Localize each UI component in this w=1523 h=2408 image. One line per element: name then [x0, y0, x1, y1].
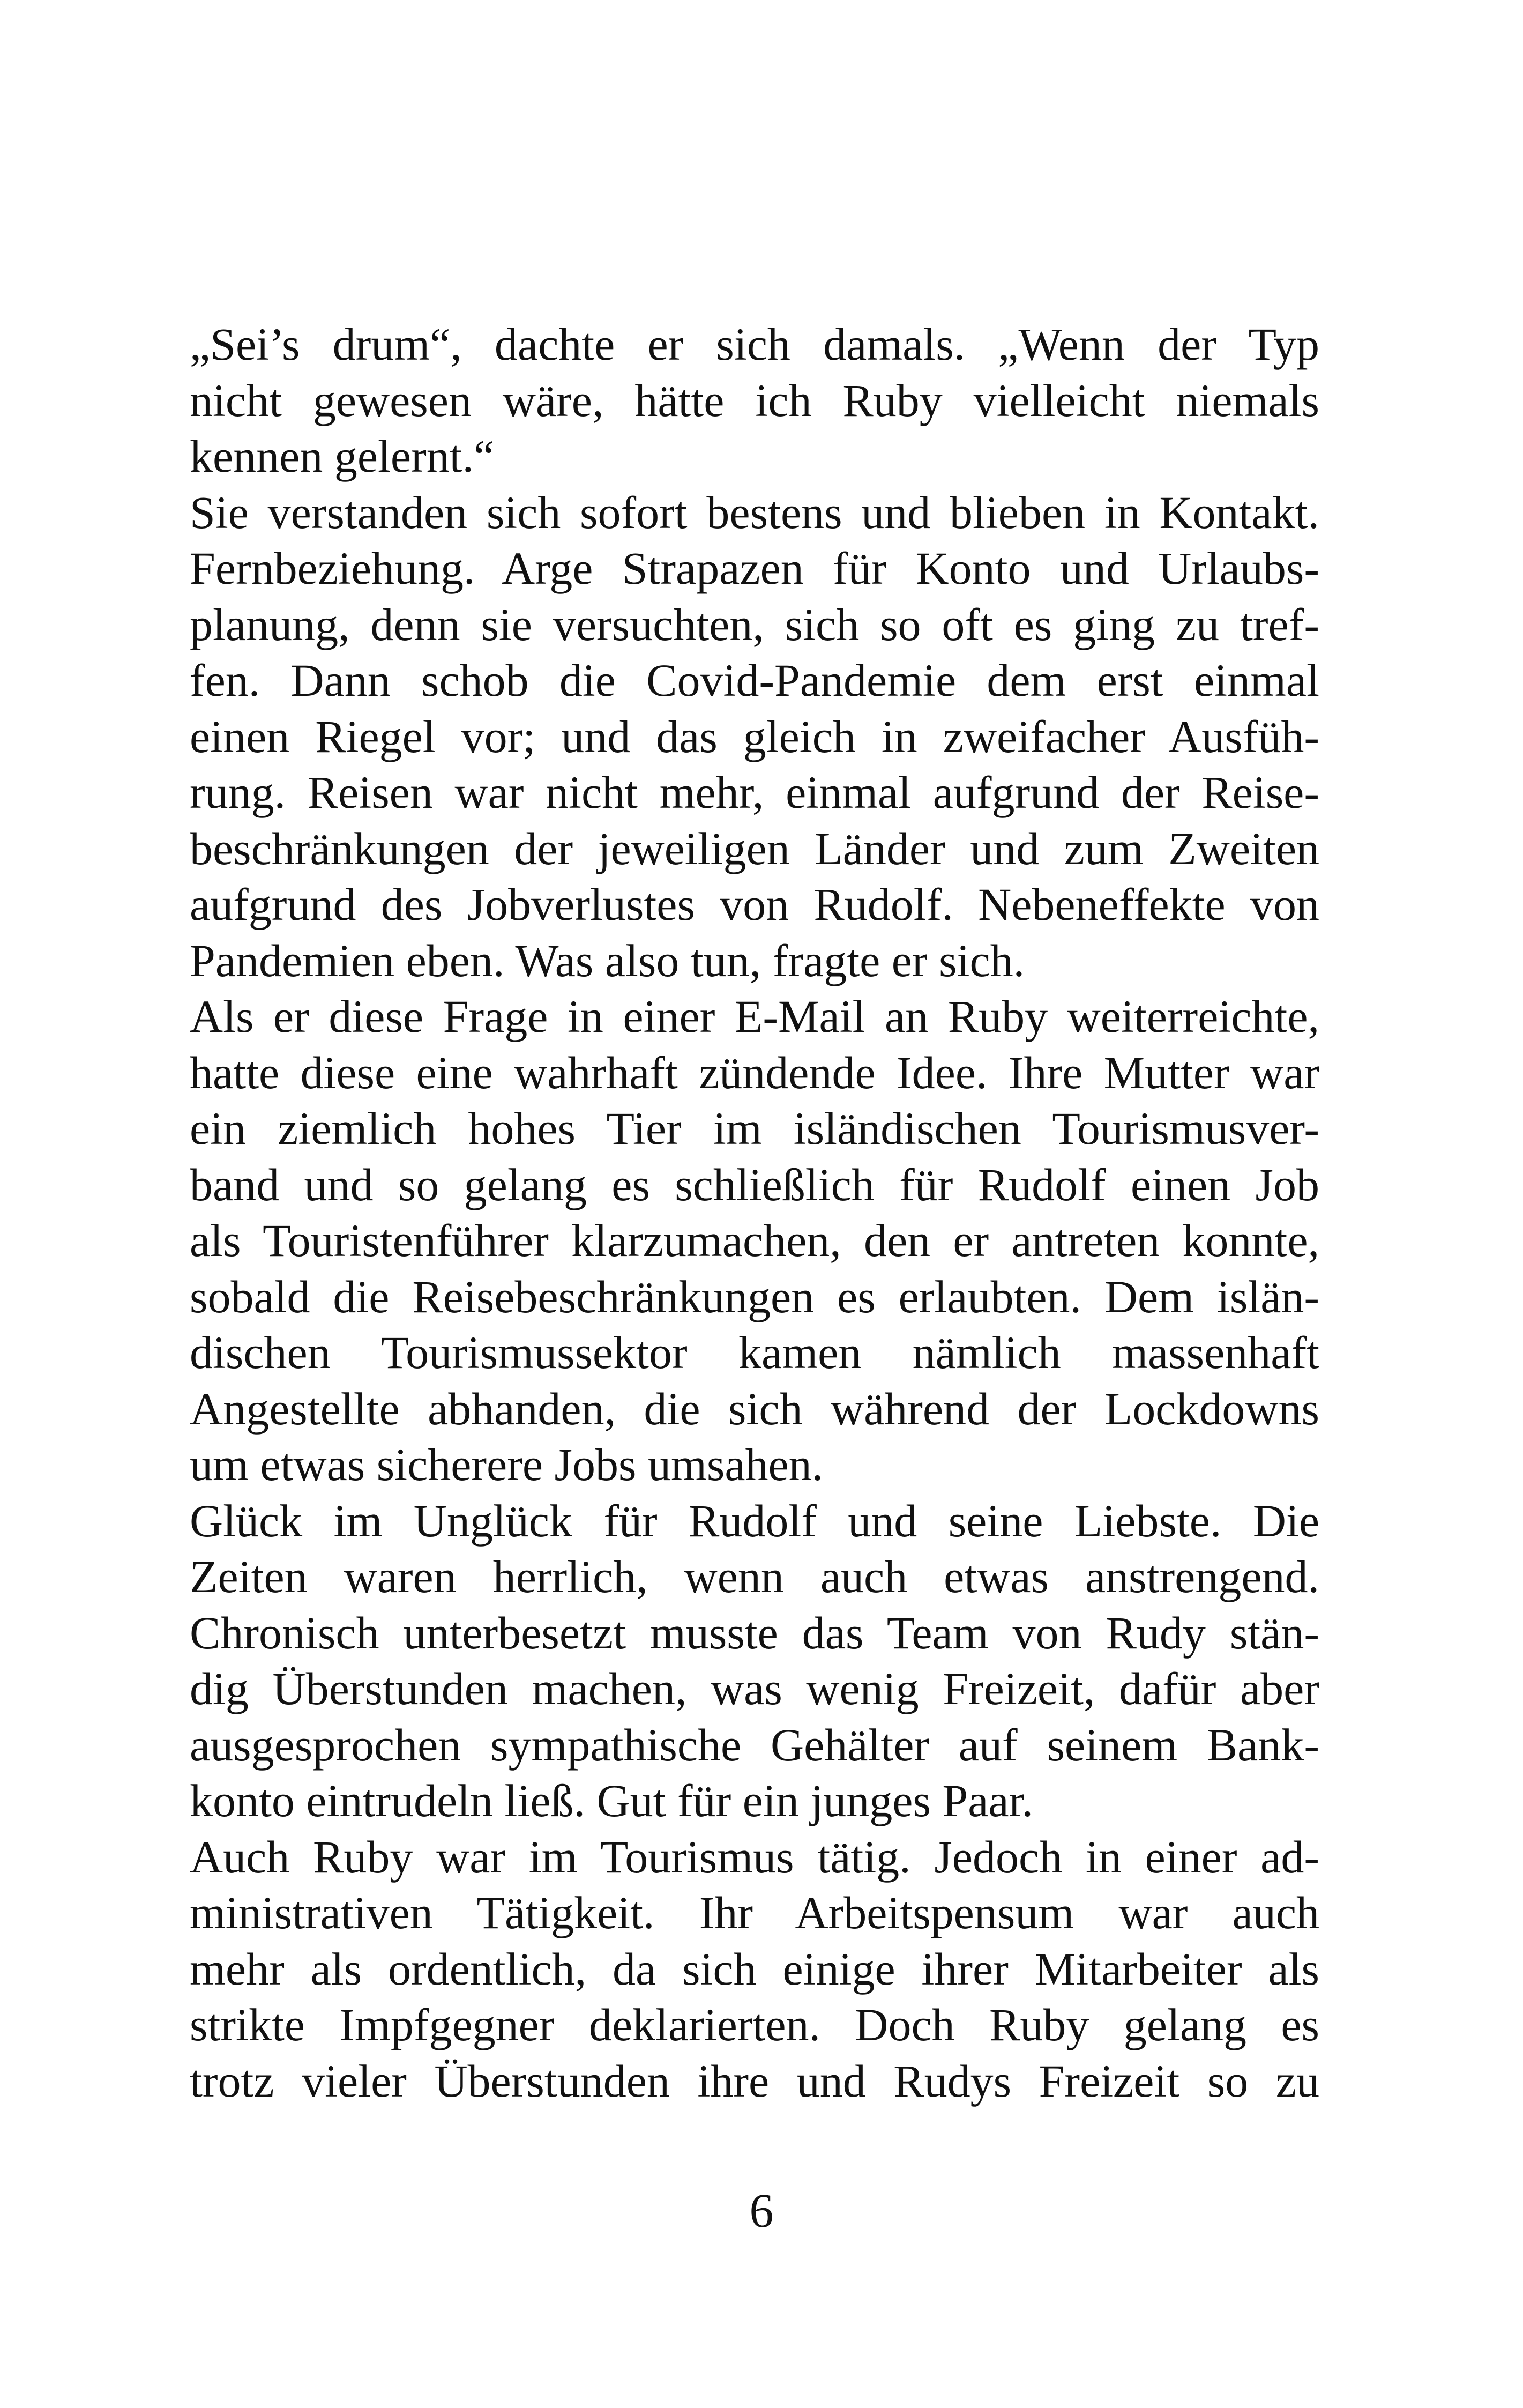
text-line: hatte diese eine wahrhaft zündende Idee. Ihre Mutter war: [190, 1046, 1319, 1098]
text-line: Glück im Unglück für Rudolf und seine Liebste. Die: [190, 1495, 1319, 1547]
text-line: als Touristenführer klarzumachen, den er antreten konnte,: [190, 1215, 1319, 1266]
text-line: Sie verstanden sich sofort bestens und blieben in Kontakt.: [190, 486, 1319, 538]
text-line: Chronisch unterbesetzt musste das Team von Rudy stän-: [190, 1607, 1319, 1659]
text-line: Pandemien eben. Was also tun, fragte er sich.: [190, 934, 1025, 986]
text-line: rung. Reisen war nicht mehr, einmal aufgrund der Reise-: [190, 767, 1319, 818]
text-line: um etwas sicherere Jobs umsahen.: [190, 1439, 824, 1490]
text-line: Fernbeziehung. Arge Strapazen für Konto und Urlaubs-: [190, 542, 1319, 594]
text-line: planung, denn sie versuchten, sich so oft es ging zu tref-: [190, 598, 1319, 650]
text-line: trotz vieler Überstunden ihre und Rudys Freizeit so zu: [190, 2055, 1319, 2107]
page-body: [190, 316, 1319, 2109]
text-line: nicht gewesen wäre, hätte ich Ruby vielleicht niemals: [190, 374, 1319, 426]
text-line: Als er diese Frage in einer E-Mail an Ruby weiterreichte,: [190, 991, 1319, 1042]
text-line: beschränkungen der jeweiligen Länder und zum Zweiten: [190, 822, 1319, 874]
text-line: ministrativen Tätigkeit. Ihr Arbeitspensum war auch: [190, 1887, 1319, 1938]
text-line: band und so gelang es schließlich für Rudolf einen Job: [190, 1158, 1319, 1210]
text-line: einen Riegel vor; und das gleich in zweifacher Ausfüh-: [190, 710, 1319, 762]
text-line: dig Überstunden machen, was wenig Freizeit, dafür aber: [190, 1663, 1319, 1714]
text-line: sobald die Reisebeschränkungen es erlaubten. Dem islän-: [190, 1270, 1319, 1322]
text-line: ausgesprochen sympathische Gehälter auf seinem Bank-: [190, 1719, 1319, 1771]
text-line: ein ziemlich hohes Tier im isländischen Tourismusver-: [190, 1103, 1319, 1154]
text-line: dischen Tourismussektor kamen nämlich massenhaft: [190, 1327, 1319, 1378]
text-line: konto eintrudeln ließ. Gut für ein junges Paar.: [190, 1775, 1033, 1826]
text-line: fen. Dann schob die Covid-Pandemie dem erst einmal: [190, 655, 1319, 706]
text-line: mehr als ordentlich, da sich einige ihrer Mitarbeiter als: [190, 1943, 1319, 1995]
text-line: Auch Ruby war im Tourismus tätig. Jedoch in einer ad-: [190, 1831, 1319, 1883]
text-line: Angestellte abhanden, die sich während der Lockdowns: [190, 1383, 1319, 1435]
text-line: Zeiten waren herrlich, wenn auch etwas anstrengend.: [190, 1551, 1319, 1602]
text-line: kennen gelernt.“: [190, 430, 495, 482]
text-line: strikte Impfgegner deklarierten. Doch Ruby gelang es: [190, 1999, 1319, 2050]
text-line: aufgrund des Jobverlustes von Rudolf. Nebeneffekte von: [190, 879, 1319, 930]
page-number: 6: [749, 2184, 774, 2238]
text-line: „Sei’s drum“, dachte er sich damals. „Wenn der Typ: [190, 318, 1319, 370]
